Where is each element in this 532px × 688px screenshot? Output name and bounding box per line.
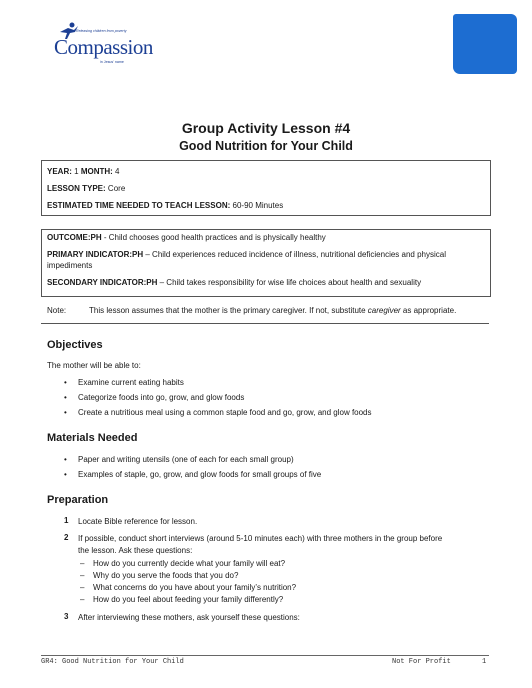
blue-corner-block [453, 14, 517, 74]
dash-icon: – [80, 571, 85, 580]
footer-divider [41, 655, 489, 656]
question-item: Why do you serve the foods that you do? [93, 571, 239, 580]
outcome-box [41, 229, 491, 297]
dash-icon: – [80, 595, 85, 604]
step-text-continued: the lesson. Ask these questions: [78, 546, 193, 555]
bullet-icon: • [64, 393, 67, 402]
outcome-value: - Child chooses good health practices and is physically healthy [101, 233, 326, 242]
month-label: MONTH: [80, 167, 113, 176]
step-number: 2 [64, 533, 69, 542]
outcome-line [47, 233, 485, 244]
note-text-italic: caregiver [367, 306, 401, 315]
objective-item: Create a nutritious meal using a common staple food and go, grow, and glow foods [78, 408, 372, 417]
step-text: Locate Bible reference for lesson. [78, 517, 198, 526]
bullet-icon: • [64, 455, 67, 464]
question-item: How do you feel about feeding your family differently? [93, 595, 284, 604]
dash-icon: – [80, 583, 85, 592]
lesson-info-box [41, 160, 491, 216]
primary-indicator-line-2: impediments [47, 261, 93, 270]
year-label: YEAR: [47, 167, 72, 176]
logo-subline: in Jesus' name [100, 60, 124, 64]
step-number: 3 [64, 612, 69, 621]
question-item: What concerns do you have about your family’s nutrition? [93, 583, 297, 592]
objectives-intro: The mother will be able to: [47, 361, 141, 370]
year-value: 1 [74, 167, 79, 176]
lesson-type-label: LESSON TYPE: [47, 184, 106, 193]
primary-indicator-label: PRIMARY INDICATOR:PH [47, 250, 144, 259]
note-row [41, 301, 489, 324]
footer-center: Not For Profit [392, 658, 451, 666]
question-item: How do you currently decide what your family will eat? [93, 559, 286, 568]
time-label: ESTIMATED TIME NEEDED TO TEACH LESSON: [47, 201, 231, 210]
note-text [89, 301, 456, 321]
secondary-indicator-label: SECONDARY INDICATOR:PH [47, 278, 158, 287]
materials-heading: Materials Needed [47, 432, 138, 444]
preparation-heading: Preparation [47, 494, 109, 506]
time-value: 60-90 Minutes [232, 201, 284, 210]
primary-indicator-line [47, 250, 485, 261]
step-text: If possible, conduct short interviews (around 5-10 minutes each) with three mothers in the group before [78, 534, 443, 543]
note-text-before: This lesson assumes that the mother is the primary caregiver. If not, substitute [89, 306, 368, 315]
material-item: Paper and writing utensils (one of each for each small group) [78, 455, 294, 464]
material-item: Examples of staple, go, grow, and glow foods for small groups of five [78, 470, 322, 479]
secondary-indicator-value: – Child takes responsibility for wise life choices about health and sexuality [157, 278, 422, 287]
lesson-type-line [47, 184, 485, 195]
objectives-heading: Objectives [47, 339, 103, 351]
month-value: 4 [115, 167, 120, 176]
note-text-after: as appropriate. [400, 306, 457, 315]
objective-item: Examine current eating habits [78, 378, 184, 387]
logo-wordmark: Compassion [54, 35, 153, 59]
outcome-label: OUTCOME:PH [47, 233, 102, 242]
objective-item: Categorize foods into go, grow, and glow foods [78, 393, 245, 402]
step-number: 1 [64, 516, 69, 525]
page-number: 1 [482, 658, 487, 666]
compassion-logo [54, 22, 164, 70]
page-subtitle: Good Nutrition for Your Child [179, 139, 353, 153]
page-title: Group Activity Lesson #4 [181, 120, 351, 136]
time-line [47, 201, 485, 212]
footer-left: GR4: Good Nutrition for Your Child [41, 658, 184, 666]
dash-icon: – [80, 559, 85, 568]
primary-indicator-value: – Child experiences reduced incidence of illness, nutritional deficiencies and physical [143, 250, 446, 259]
lesson-type-value: Core [107, 184, 126, 193]
step-text: After interviewing these mothers, ask yourself these questions: [78, 613, 300, 622]
secondary-indicator-line [47, 278, 485, 289]
bullet-icon: • [64, 470, 67, 479]
bullet-icon: • [64, 378, 67, 387]
note-label: Note: [47, 306, 67, 315]
year-month-line [47, 167, 485, 178]
bullet-icon: • [64, 408, 67, 417]
logo-tagline: Releasing children from poverty [76, 29, 127, 33]
